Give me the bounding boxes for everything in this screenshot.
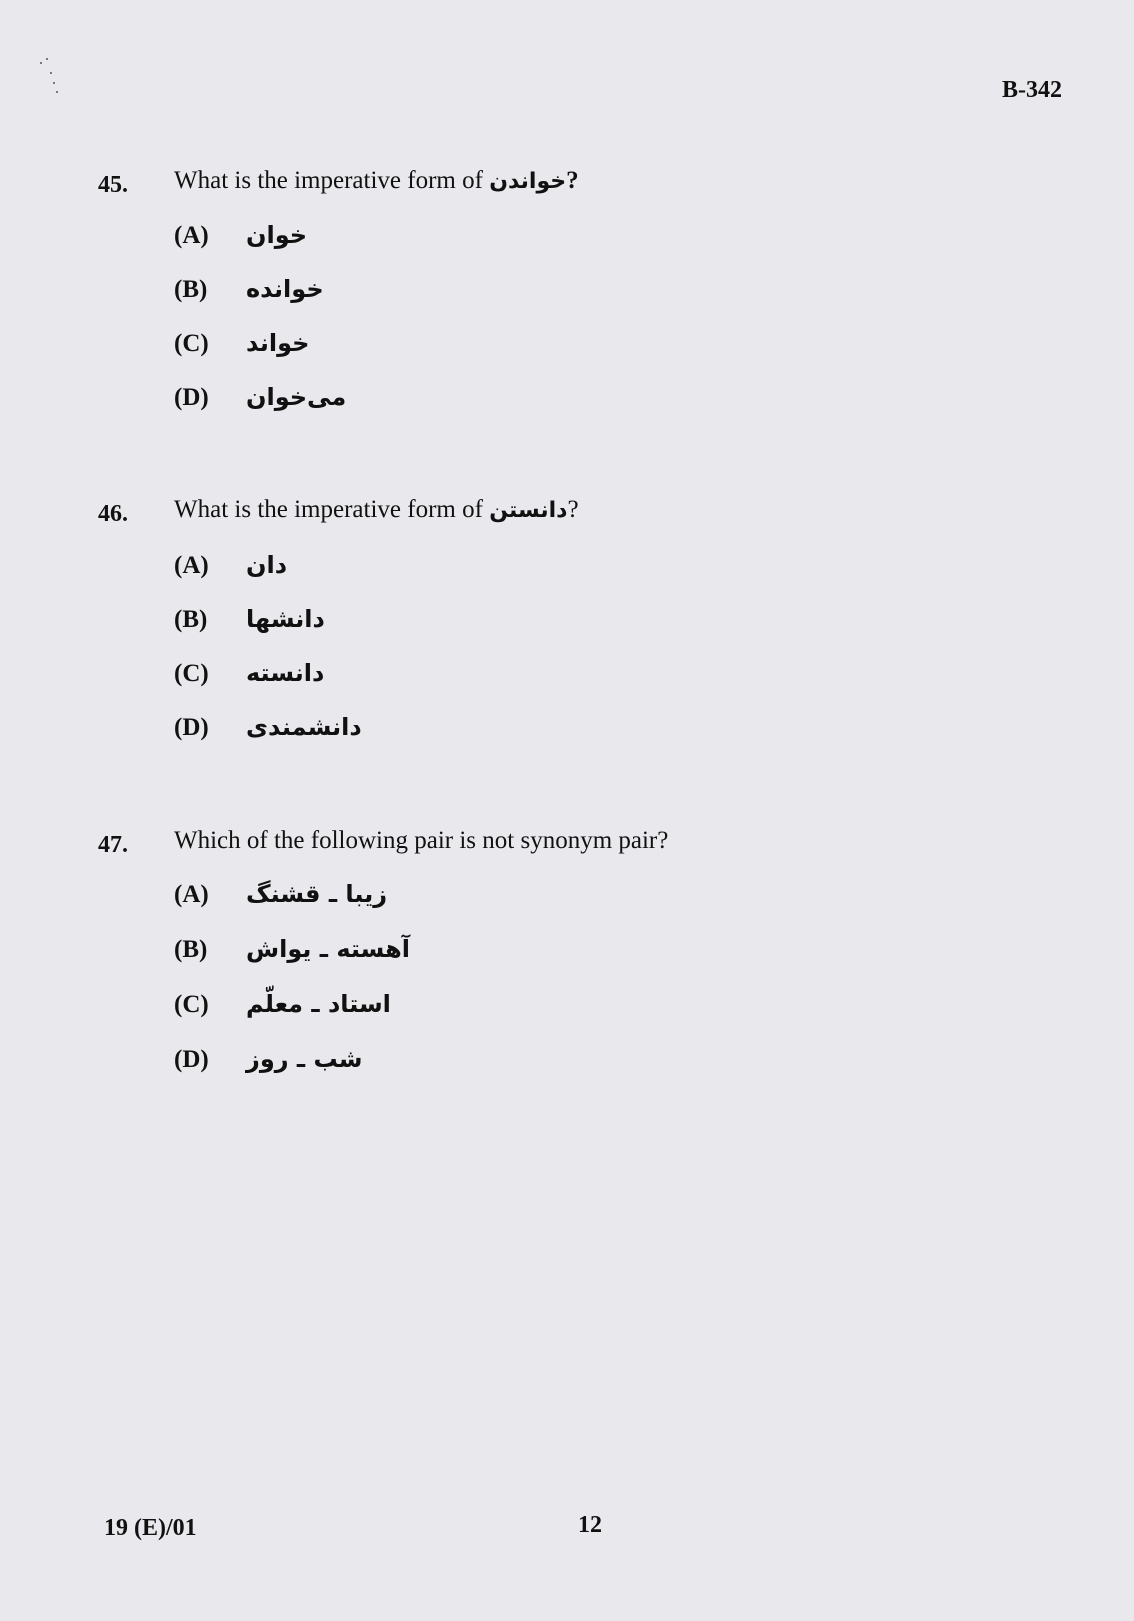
option-b[interactable] (174, 605, 325, 645)
option-label: (D) (174, 714, 209, 741)
option-label: (B) (174, 936, 208, 963)
option-text: شب ـ روز (246, 1045, 363, 1073)
option-b[interactable] (174, 935, 410, 975)
scan-speck (53, 82, 55, 84)
option-a[interactable] (174, 880, 387, 920)
option-text: خوان (246, 221, 308, 249)
question-prompt (174, 167, 579, 195)
prompt-suffix: ? (567, 496, 579, 523)
prompt-term: خواندن (489, 169, 567, 194)
option-label: (B) (174, 606, 208, 633)
option-text: آهسته ـ یواش (246, 935, 410, 963)
option-label: (A) (174, 552, 209, 579)
option-a[interactable] (174, 551, 287, 591)
prompt-text: What is the imperative form of (174, 496, 490, 523)
question-prompt (174, 496, 579, 524)
question-number: 47. (98, 832, 128, 858)
prompt-suffix: ? (566, 167, 579, 194)
option-text: می‌خوان (246, 383, 347, 411)
option-text: دانسته (246, 659, 325, 687)
footer-paper-code: 19 (E)/01 (104, 1515, 197, 1541)
option-c[interactable] (174, 990, 391, 1030)
option-d[interactable] (174, 713, 362, 753)
option-label: (C) (174, 330, 209, 357)
question-prompt (174, 827, 668, 855)
option-d[interactable] (174, 1045, 362, 1085)
option-label: (B) (174, 276, 208, 303)
prompt-text: What is the imperative form of (174, 167, 490, 194)
option-text: دانشها (246, 605, 325, 633)
paper-code-header: B-342 (1002, 77, 1062, 103)
option-d[interactable] (174, 383, 346, 423)
option-c[interactable] (174, 659, 324, 699)
option-label: (A) (174, 881, 209, 908)
option-text: خواند (246, 329, 310, 357)
option-text: خوانده (246, 275, 324, 303)
option-text: دانشمندی (246, 713, 362, 741)
page-number: 12 (578, 1512, 602, 1538)
option-text: دان (246, 551, 288, 579)
option-c[interactable] (174, 329, 309, 369)
option-b[interactable] (174, 275, 324, 315)
prompt-text: Which of the following pair is not synonym pair? (174, 827, 669, 854)
option-label: (C) (174, 660, 209, 687)
option-label: (D) (174, 1046, 209, 1073)
option-text: زیبا ـ قشنگ (246, 880, 388, 908)
option-a[interactable] (174, 221, 307, 261)
question-number: 45. (98, 172, 128, 198)
option-text: استاد ـ معلّم (246, 990, 391, 1018)
prompt-term: دانستن (489, 498, 568, 523)
scan-speck (50, 72, 52, 74)
option-label: (A) (174, 222, 209, 249)
scan-speck (40, 62, 42, 64)
option-label: (C) (174, 991, 209, 1018)
question-number: 46. (98, 501, 128, 527)
scan-speck (56, 91, 58, 93)
option-label: (D) (174, 384, 209, 411)
scan-speck (46, 58, 48, 60)
